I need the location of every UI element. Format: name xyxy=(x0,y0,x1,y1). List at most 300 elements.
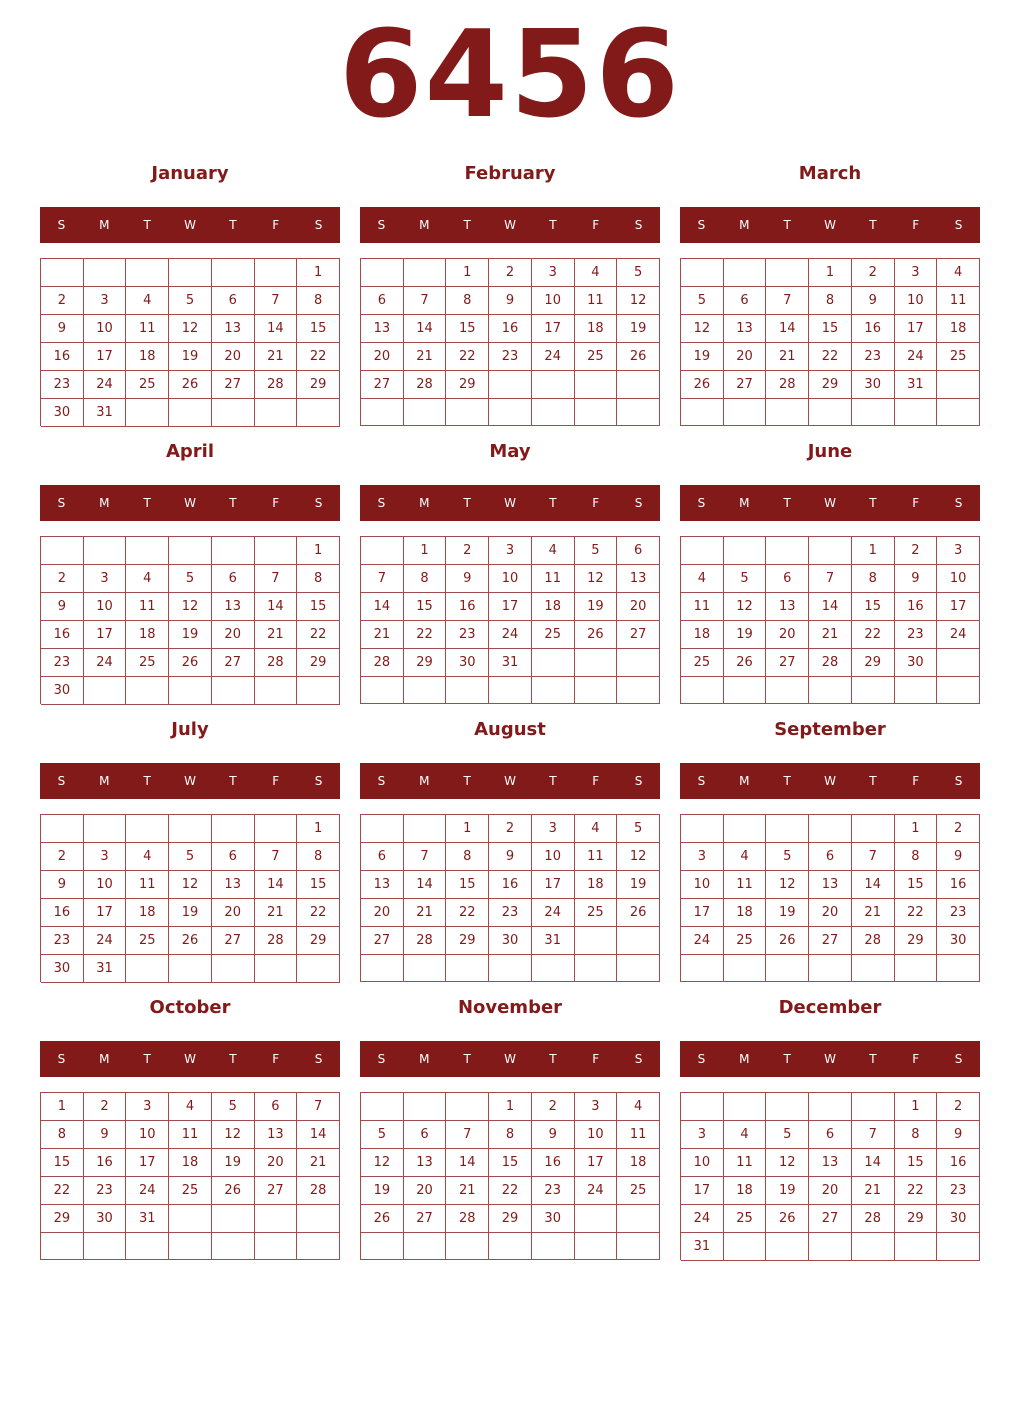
day-cell[interactable]: 16 xyxy=(41,621,84,649)
day-cell[interactable]: 7 xyxy=(852,843,895,871)
day-cell[interactable]: 29 xyxy=(446,927,489,955)
day-cell[interactable]: 6 xyxy=(617,537,660,565)
day-cell[interactable]: 8 xyxy=(404,565,447,593)
day-cell[interactable]: 3 xyxy=(532,259,575,287)
day-cell[interactable]: 11 xyxy=(126,871,169,899)
day-cell[interactable]: 17 xyxy=(84,343,127,371)
day-cell[interactable]: 19 xyxy=(681,343,724,371)
day-cell[interactable]: 14 xyxy=(361,593,404,621)
day-cell[interactable]: 5 xyxy=(575,537,618,565)
day-cell[interactable]: 14 xyxy=(766,315,809,343)
day-cell[interactable]: 7 xyxy=(255,843,298,871)
day-cell[interactable]: 21 xyxy=(809,621,852,649)
day-cell[interactable]: 3 xyxy=(84,287,127,315)
day-cell[interactable]: 8 xyxy=(809,287,852,315)
day-cell[interactable]: 9 xyxy=(41,315,84,343)
day-cell[interactable]: 21 xyxy=(766,343,809,371)
day-cell[interactable]: 19 xyxy=(212,1149,255,1177)
day-cell[interactable]: 4 xyxy=(169,1093,212,1121)
day-cell[interactable]: 16 xyxy=(489,871,532,899)
day-cell[interactable]: 4 xyxy=(532,537,575,565)
day-cell[interactable]: 22 xyxy=(809,343,852,371)
day-cell[interactable]: 28 xyxy=(297,1177,340,1205)
day-cell[interactable]: 8 xyxy=(446,287,489,315)
day-cell[interactable]: 22 xyxy=(446,899,489,927)
day-cell[interactable]: 9 xyxy=(84,1121,127,1149)
day-cell[interactable]: 27 xyxy=(361,371,404,399)
day-cell[interactable]: 23 xyxy=(937,899,980,927)
day-cell[interactable]: 29 xyxy=(895,927,938,955)
day-cell[interactable]: 8 xyxy=(489,1121,532,1149)
day-cell[interactable]: 29 xyxy=(297,927,340,955)
day-cell[interactable]: 28 xyxy=(361,649,404,677)
day-cell[interactable]: 9 xyxy=(489,287,532,315)
day-cell[interactable]: 9 xyxy=(446,565,489,593)
day-cell[interactable]: 18 xyxy=(617,1149,660,1177)
day-cell[interactable]: 17 xyxy=(84,621,127,649)
day-cell[interactable]: 1 xyxy=(404,537,447,565)
day-cell[interactable]: 3 xyxy=(681,843,724,871)
day-cell[interactable]: 27 xyxy=(255,1177,298,1205)
day-cell[interactable]: 24 xyxy=(489,621,532,649)
day-cell[interactable]: 15 xyxy=(895,871,938,899)
day-cell[interactable]: 26 xyxy=(575,621,618,649)
day-cell[interactable]: 17 xyxy=(681,1177,724,1205)
day-cell[interactable]: 16 xyxy=(446,593,489,621)
day-cell[interactable]: 6 xyxy=(212,843,255,871)
day-cell[interactable]: 13 xyxy=(361,315,404,343)
day-cell[interactable]: 5 xyxy=(617,259,660,287)
day-cell[interactable]: 12 xyxy=(766,871,809,899)
day-cell[interactable]: 30 xyxy=(937,927,980,955)
day-cell[interactable]: 25 xyxy=(724,927,767,955)
day-cell[interactable]: 20 xyxy=(809,899,852,927)
day-cell[interactable]: 30 xyxy=(489,927,532,955)
day-cell[interactable]: 8 xyxy=(297,565,340,593)
day-cell[interactable]: 3 xyxy=(489,537,532,565)
day-cell[interactable]: 7 xyxy=(255,287,298,315)
day-cell[interactable]: 19 xyxy=(617,315,660,343)
day-cell[interactable]: 23 xyxy=(446,621,489,649)
day-cell[interactable]: 6 xyxy=(361,843,404,871)
day-cell[interactable]: 28 xyxy=(852,1205,895,1233)
day-cell[interactable]: 20 xyxy=(212,899,255,927)
day-cell[interactable]: 26 xyxy=(617,343,660,371)
day-cell[interactable]: 27 xyxy=(617,621,660,649)
day-cell[interactable]: 9 xyxy=(937,843,980,871)
day-cell[interactable]: 21 xyxy=(446,1177,489,1205)
day-cell[interactable]: 3 xyxy=(681,1121,724,1149)
day-cell[interactable]: 10 xyxy=(84,315,127,343)
day-cell[interactable]: 4 xyxy=(126,843,169,871)
day-cell[interactable]: 30 xyxy=(84,1205,127,1233)
day-cell[interactable]: 10 xyxy=(937,565,980,593)
day-cell[interactable]: 21 xyxy=(852,1177,895,1205)
day-cell[interactable]: 5 xyxy=(681,287,724,315)
day-cell[interactable]: 23 xyxy=(895,621,938,649)
day-cell[interactable]: 14 xyxy=(404,871,447,899)
day-cell[interactable]: 13 xyxy=(212,593,255,621)
day-cell[interactable]: 26 xyxy=(169,927,212,955)
day-cell[interactable]: 15 xyxy=(895,1149,938,1177)
day-cell[interactable]: 8 xyxy=(895,1121,938,1149)
day-cell[interactable]: 8 xyxy=(895,843,938,871)
day-cell[interactable]: 20 xyxy=(724,343,767,371)
day-cell[interactable]: 16 xyxy=(937,1149,980,1177)
day-cell[interactable]: 9 xyxy=(895,565,938,593)
day-cell[interactable]: 26 xyxy=(724,649,767,677)
day-cell[interactable]: 11 xyxy=(617,1121,660,1149)
day-cell[interactable]: 10 xyxy=(84,871,127,899)
day-cell[interactable]: 18 xyxy=(575,315,618,343)
day-cell[interactable]: 17 xyxy=(681,899,724,927)
day-cell[interactable]: 5 xyxy=(766,1121,809,1149)
day-cell[interactable]: 11 xyxy=(681,593,724,621)
day-cell[interactable]: 4 xyxy=(724,1121,767,1149)
day-cell[interactable]: 19 xyxy=(766,1177,809,1205)
day-cell[interactable]: 25 xyxy=(126,649,169,677)
day-cell[interactable]: 12 xyxy=(212,1121,255,1149)
day-cell[interactable]: 19 xyxy=(169,343,212,371)
day-cell[interactable]: 3 xyxy=(575,1093,618,1121)
day-cell[interactable]: 13 xyxy=(361,871,404,899)
day-cell[interactable]: 19 xyxy=(169,899,212,927)
day-cell[interactable]: 10 xyxy=(895,287,938,315)
day-cell[interactable]: 11 xyxy=(724,1149,767,1177)
day-cell[interactable]: 22 xyxy=(297,621,340,649)
day-cell[interactable]: 6 xyxy=(212,565,255,593)
day-cell[interactable]: 1 xyxy=(446,259,489,287)
day-cell[interactable]: 2 xyxy=(489,259,532,287)
day-cell[interactable]: 1 xyxy=(809,259,852,287)
day-cell[interactable]: 27 xyxy=(766,649,809,677)
day-cell[interactable]: 13 xyxy=(809,871,852,899)
day-cell[interactable]: 13 xyxy=(724,315,767,343)
day-cell[interactable]: 15 xyxy=(297,871,340,899)
day-cell[interactable]: 19 xyxy=(169,621,212,649)
day-cell[interactable]: 27 xyxy=(361,927,404,955)
day-cell[interactable]: 21 xyxy=(255,621,298,649)
day-cell[interactable]: 11 xyxy=(126,315,169,343)
day-cell[interactable]: 29 xyxy=(852,649,895,677)
day-cell[interactable]: 20 xyxy=(809,1177,852,1205)
day-cell[interactable]: 26 xyxy=(766,1205,809,1233)
day-cell[interactable]: 24 xyxy=(937,621,980,649)
day-cell[interactable]: 5 xyxy=(212,1093,255,1121)
day-cell[interactable]: 30 xyxy=(937,1205,980,1233)
day-cell[interactable]: 23 xyxy=(84,1177,127,1205)
day-cell[interactable]: 30 xyxy=(41,955,84,983)
day-cell[interactable]: 17 xyxy=(532,315,575,343)
day-cell[interactable]: 14 xyxy=(852,871,895,899)
day-cell[interactable]: 8 xyxy=(297,843,340,871)
day-cell[interactable]: 25 xyxy=(937,343,980,371)
day-cell[interactable]: 10 xyxy=(532,287,575,315)
day-cell[interactable]: 20 xyxy=(617,593,660,621)
day-cell[interactable]: 20 xyxy=(361,343,404,371)
day-cell[interactable]: 1 xyxy=(297,537,340,565)
day-cell[interactable]: 17 xyxy=(489,593,532,621)
day-cell[interactable]: 24 xyxy=(126,1177,169,1205)
day-cell[interactable]: 27 xyxy=(404,1205,447,1233)
day-cell[interactable]: 18 xyxy=(724,1177,767,1205)
day-cell[interactable]: 4 xyxy=(575,259,618,287)
day-cell[interactable]: 23 xyxy=(41,371,84,399)
day-cell[interactable]: 6 xyxy=(361,287,404,315)
day-cell[interactable]: 24 xyxy=(681,927,724,955)
day-cell[interactable]: 10 xyxy=(532,843,575,871)
day-cell[interactable]: 24 xyxy=(575,1177,618,1205)
day-cell[interactable]: 22 xyxy=(297,899,340,927)
day-cell[interactable]: 2 xyxy=(852,259,895,287)
day-cell[interactable]: 17 xyxy=(126,1149,169,1177)
day-cell[interactable]: 24 xyxy=(532,899,575,927)
day-cell[interactable]: 8 xyxy=(41,1121,84,1149)
day-cell[interactable]: 10 xyxy=(489,565,532,593)
day-cell[interactable]: 10 xyxy=(126,1121,169,1149)
day-cell[interactable]: 16 xyxy=(937,871,980,899)
day-cell[interactable]: 18 xyxy=(937,315,980,343)
day-cell[interactable]: 2 xyxy=(937,815,980,843)
day-cell[interactable]: 28 xyxy=(809,649,852,677)
day-cell[interactable]: 4 xyxy=(126,565,169,593)
day-cell[interactable]: 12 xyxy=(361,1149,404,1177)
day-cell[interactable]: 26 xyxy=(681,371,724,399)
day-cell[interactable]: 6 xyxy=(809,843,852,871)
day-cell[interactable]: 2 xyxy=(532,1093,575,1121)
day-cell[interactable]: 3 xyxy=(84,565,127,593)
day-cell[interactable]: 7 xyxy=(361,565,404,593)
day-cell[interactable]: 24 xyxy=(895,343,938,371)
day-cell[interactable]: 8 xyxy=(297,287,340,315)
day-cell[interactable]: 28 xyxy=(766,371,809,399)
day-cell[interactable]: 17 xyxy=(575,1149,618,1177)
day-cell[interactable]: 15 xyxy=(404,593,447,621)
day-cell[interactable]: 10 xyxy=(681,1149,724,1177)
day-cell[interactable]: 30 xyxy=(852,371,895,399)
day-cell[interactable]: 16 xyxy=(489,315,532,343)
day-cell[interactable]: 18 xyxy=(126,343,169,371)
day-cell[interactable]: 3 xyxy=(937,537,980,565)
day-cell[interactable]: 5 xyxy=(617,815,660,843)
day-cell[interactable]: 22 xyxy=(446,343,489,371)
day-cell[interactable]: 11 xyxy=(575,287,618,315)
day-cell[interactable]: 30 xyxy=(446,649,489,677)
day-cell[interactable]: 4 xyxy=(681,565,724,593)
day-cell[interactable]: 22 xyxy=(895,1177,938,1205)
day-cell[interactable]: 19 xyxy=(724,621,767,649)
day-cell[interactable]: 29 xyxy=(297,649,340,677)
day-cell[interactable]: 2 xyxy=(41,565,84,593)
day-cell[interactable]: 7 xyxy=(809,565,852,593)
day-cell[interactable]: 14 xyxy=(255,315,298,343)
day-cell[interactable]: 6 xyxy=(255,1093,298,1121)
day-cell[interactable]: 16 xyxy=(41,343,84,371)
day-cell[interactable]: 5 xyxy=(724,565,767,593)
day-cell[interactable]: 14 xyxy=(809,593,852,621)
day-cell[interactable]: 12 xyxy=(169,315,212,343)
day-cell[interactable]: 4 xyxy=(126,287,169,315)
day-cell[interactable]: 9 xyxy=(937,1121,980,1149)
day-cell[interactable]: 18 xyxy=(169,1149,212,1177)
day-cell[interactable]: 12 xyxy=(766,1149,809,1177)
day-cell[interactable]: 18 xyxy=(126,621,169,649)
day-cell[interactable]: 20 xyxy=(212,621,255,649)
day-cell[interactable]: 13 xyxy=(809,1149,852,1177)
day-cell[interactable]: 9 xyxy=(41,593,84,621)
day-cell[interactable]: 25 xyxy=(169,1177,212,1205)
day-cell[interactable]: 24 xyxy=(681,1205,724,1233)
day-cell[interactable]: 31 xyxy=(895,371,938,399)
day-cell[interactable]: 25 xyxy=(681,649,724,677)
day-cell[interactable]: 21 xyxy=(852,899,895,927)
day-cell[interactable]: 7 xyxy=(766,287,809,315)
day-cell[interactable]: 9 xyxy=(532,1121,575,1149)
day-cell[interactable]: 21 xyxy=(361,621,404,649)
day-cell[interactable]: 1 xyxy=(297,259,340,287)
day-cell[interactable]: 7 xyxy=(446,1121,489,1149)
day-cell[interactable]: 31 xyxy=(489,649,532,677)
day-cell[interactable]: 14 xyxy=(297,1121,340,1149)
day-cell[interactable]: 18 xyxy=(126,899,169,927)
day-cell[interactable]: 25 xyxy=(126,927,169,955)
day-cell[interactable]: 19 xyxy=(575,593,618,621)
day-cell[interactable]: 29 xyxy=(895,1205,938,1233)
day-cell[interactable]: 27 xyxy=(212,371,255,399)
day-cell[interactable]: 12 xyxy=(681,315,724,343)
day-cell[interactable]: 5 xyxy=(169,843,212,871)
day-cell[interactable]: 23 xyxy=(937,1177,980,1205)
day-cell[interactable]: 12 xyxy=(617,287,660,315)
day-cell[interactable]: 2 xyxy=(446,537,489,565)
day-cell[interactable]: 18 xyxy=(532,593,575,621)
day-cell[interactable]: 13 xyxy=(617,565,660,593)
day-cell[interactable]: 28 xyxy=(404,927,447,955)
day-cell[interactable]: 25 xyxy=(575,899,618,927)
day-cell[interactable]: 5 xyxy=(169,287,212,315)
day-cell[interactable]: 15 xyxy=(41,1149,84,1177)
day-cell[interactable]: 21 xyxy=(255,343,298,371)
day-cell[interactable]: 13 xyxy=(212,871,255,899)
day-cell[interactable]: 15 xyxy=(489,1149,532,1177)
day-cell[interactable]: 26 xyxy=(766,927,809,955)
day-cell[interactable]: 28 xyxy=(446,1205,489,1233)
day-cell[interactable]: 17 xyxy=(937,593,980,621)
day-cell[interactable]: 25 xyxy=(724,1205,767,1233)
day-cell[interactable]: 13 xyxy=(766,593,809,621)
day-cell[interactable]: 16 xyxy=(895,593,938,621)
day-cell[interactable]: 27 xyxy=(724,371,767,399)
day-cell[interactable]: 20 xyxy=(404,1177,447,1205)
day-cell[interactable]: 2 xyxy=(84,1093,127,1121)
day-cell[interactable]: 13 xyxy=(255,1121,298,1149)
day-cell[interactable]: 1 xyxy=(895,815,938,843)
day-cell[interactable]: 20 xyxy=(766,621,809,649)
day-cell[interactable]: 30 xyxy=(895,649,938,677)
day-cell[interactable]: 1 xyxy=(41,1093,84,1121)
day-cell[interactable]: 31 xyxy=(681,1233,724,1261)
day-cell[interactable]: 21 xyxy=(255,899,298,927)
day-cell[interactable]: 6 xyxy=(404,1121,447,1149)
day-cell[interactable]: 10 xyxy=(681,871,724,899)
day-cell[interactable]: 26 xyxy=(169,371,212,399)
day-cell[interactable]: 20 xyxy=(361,899,404,927)
day-cell[interactable]: 17 xyxy=(84,899,127,927)
day-cell[interactable]: 13 xyxy=(212,315,255,343)
day-cell[interactable]: 18 xyxy=(575,871,618,899)
day-cell[interactable]: 26 xyxy=(212,1177,255,1205)
day-cell[interactable]: 23 xyxy=(489,343,532,371)
day-cell[interactable]: 21 xyxy=(404,899,447,927)
day-cell[interactable]: 6 xyxy=(766,565,809,593)
day-cell[interactable]: 12 xyxy=(617,843,660,871)
day-cell[interactable]: 14 xyxy=(255,593,298,621)
day-cell[interactable]: 28 xyxy=(852,927,895,955)
day-cell[interactable]: 23 xyxy=(852,343,895,371)
day-cell[interactable]: 14 xyxy=(255,871,298,899)
day-cell[interactable]: 3 xyxy=(532,815,575,843)
day-cell[interactable]: 11 xyxy=(724,871,767,899)
day-cell[interactable]: 21 xyxy=(297,1149,340,1177)
day-cell[interactable]: 7 xyxy=(404,287,447,315)
day-cell[interactable]: 15 xyxy=(852,593,895,621)
day-cell[interactable]: 23 xyxy=(41,927,84,955)
day-cell[interactable]: 30 xyxy=(41,677,84,705)
day-cell[interactable]: 22 xyxy=(852,621,895,649)
day-cell[interactable]: 26 xyxy=(617,899,660,927)
day-cell[interactable]: 31 xyxy=(84,955,127,983)
day-cell[interactable]: 31 xyxy=(126,1205,169,1233)
day-cell[interactable]: 11 xyxy=(532,565,575,593)
day-cell[interactable]: 11 xyxy=(937,287,980,315)
day-cell[interactable]: 29 xyxy=(809,371,852,399)
day-cell[interactable]: 16 xyxy=(852,315,895,343)
day-cell[interactable]: 19 xyxy=(766,899,809,927)
day-cell[interactable]: 22 xyxy=(489,1177,532,1205)
day-cell[interactable]: 5 xyxy=(766,843,809,871)
day-cell[interactable]: 1 xyxy=(852,537,895,565)
day-cell[interactable]: 4 xyxy=(937,259,980,287)
day-cell[interactable]: 20 xyxy=(212,343,255,371)
day-cell[interactable]: 9 xyxy=(852,287,895,315)
day-cell[interactable]: 11 xyxy=(575,843,618,871)
day-cell[interactable]: 24 xyxy=(84,927,127,955)
day-cell[interactable]: 27 xyxy=(212,927,255,955)
day-cell[interactable]: 20 xyxy=(255,1149,298,1177)
day-cell[interactable]: 23 xyxy=(532,1177,575,1205)
day-cell[interactable]: 9 xyxy=(489,843,532,871)
day-cell[interactable]: 23 xyxy=(489,899,532,927)
day-cell[interactable]: 14 xyxy=(404,315,447,343)
day-cell[interactable]: 23 xyxy=(41,649,84,677)
day-cell[interactable]: 5 xyxy=(361,1121,404,1149)
day-cell[interactable]: 31 xyxy=(532,927,575,955)
day-cell[interactable]: 22 xyxy=(41,1177,84,1205)
day-cell[interactable]: 8 xyxy=(446,843,489,871)
day-cell[interactable]: 29 xyxy=(489,1205,532,1233)
day-cell[interactable]: 4 xyxy=(575,815,618,843)
day-cell[interactable]: 29 xyxy=(41,1205,84,1233)
day-cell[interactable]: 16 xyxy=(532,1149,575,1177)
day-cell[interactable]: 22 xyxy=(297,343,340,371)
day-cell[interactable]: 2 xyxy=(895,537,938,565)
day-cell[interactable]: 16 xyxy=(84,1149,127,1177)
day-cell[interactable]: 26 xyxy=(361,1205,404,1233)
day-cell[interactable]: 1 xyxy=(895,1093,938,1121)
day-cell[interactable]: 1 xyxy=(446,815,489,843)
day-cell[interactable]: 15 xyxy=(297,593,340,621)
day-cell[interactable]: 27 xyxy=(212,649,255,677)
